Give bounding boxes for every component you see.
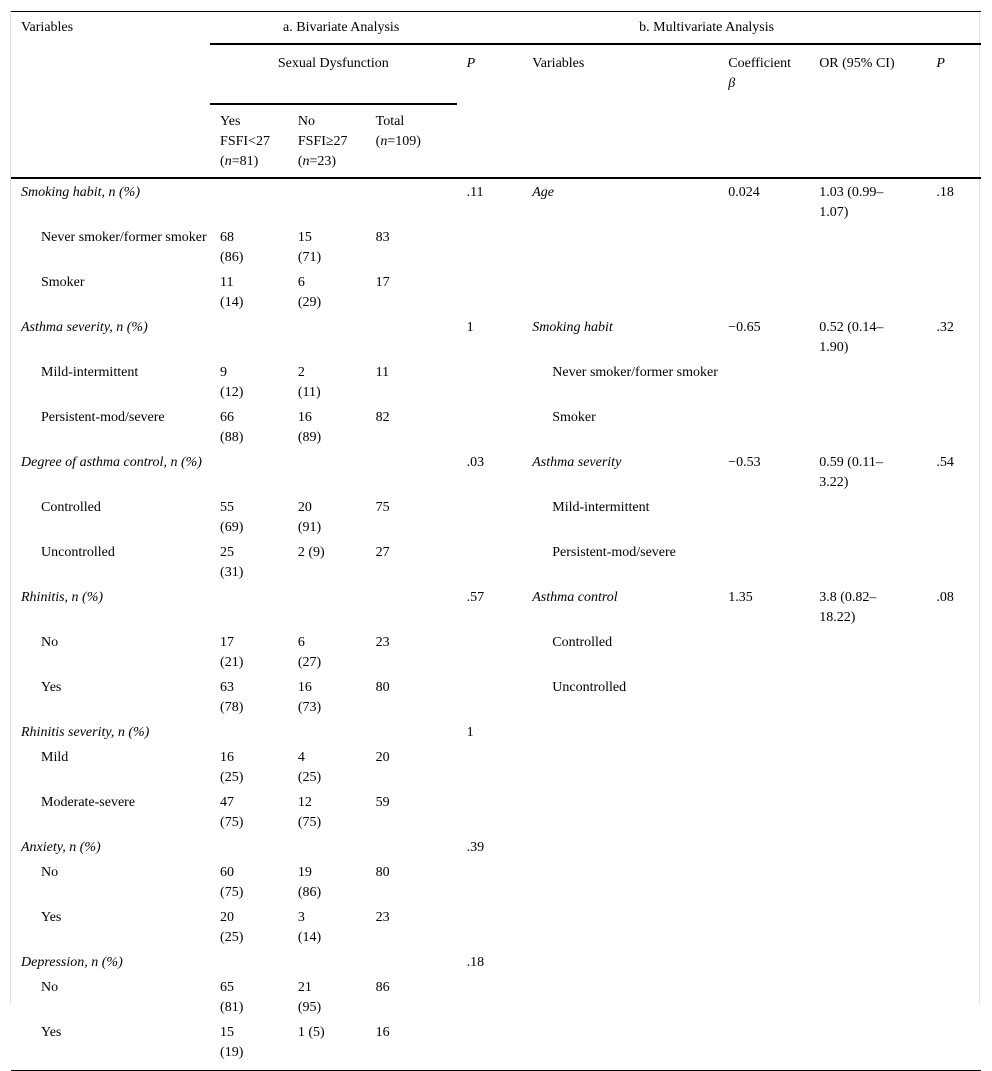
cell-variable: Yes	[41, 1025, 62, 1040]
header-or: OR (95% CI)	[819, 56, 895, 71]
cell-coefficient: −0.53	[728, 455, 761, 470]
cell-yes: 17 (21)	[220, 635, 244, 670]
table-row	[11, 360, 981, 405]
cell-m-p	[926, 405, 981, 450]
cell-yes: 20 (25)	[220, 910, 244, 945]
cell-m-p: .18	[936, 185, 954, 200]
cell-p	[457, 360, 523, 405]
cell-no: 16 (73)	[297, 680, 322, 715]
cell-coefficient	[718, 225, 809, 270]
cell-variable: Smoking habit, n (%)	[21, 185, 140, 200]
cell-variable: Rhinitis, n (%)	[21, 590, 104, 605]
cell-p: .11	[466, 185, 484, 200]
table-row	[11, 1020, 981, 1071]
cell-variable: Moderate-severe	[41, 795, 136, 810]
cell-yes	[210, 315, 288, 360]
cell-variable: Rhinitis severity, n (%)	[21, 725, 150, 740]
cell-or	[809, 405, 926, 450]
cell-total	[366, 950, 457, 975]
table-row	[11, 860, 981, 905]
cell-m-p	[926, 630, 981, 675]
cell-or	[809, 745, 926, 790]
statistics-table	[11, 11, 981, 1071]
cell-coefficient	[718, 405, 809, 450]
cell-no	[288, 315, 366, 360]
header-m-p: P	[936, 56, 945, 71]
cell-m-p	[926, 745, 981, 790]
cell-m-variable: Persistent-mod/severe	[552, 545, 676, 560]
cell-coefficient: 0.024	[728, 185, 760, 200]
cell-p	[457, 405, 523, 450]
cell-variable: Depression, n (%)	[21, 955, 123, 970]
cell-coefficient	[718, 790, 809, 835]
header-no: No FSFI≥27 (n=23)	[297, 114, 348, 169]
cell-yes	[210, 950, 288, 975]
cell-yes: 47 (75)	[220, 795, 244, 830]
cell-total: 80	[375, 865, 390, 880]
cell-p	[457, 905, 523, 950]
cell-variable: Asthma severity, n (%)	[21, 320, 148, 335]
cell-no: 19 (86)	[297, 865, 322, 900]
cell-total	[366, 835, 457, 860]
cell-m-variable	[522, 720, 718, 745]
cell-coefficient	[718, 270, 809, 315]
table-header	[11, 12, 981, 179]
table-row	[11, 405, 981, 450]
cell-or	[809, 540, 926, 585]
cell-variable: Mild-intermittent	[41, 365, 139, 380]
cell-total: 82	[375, 410, 390, 425]
header-p: P	[466, 56, 476, 71]
cell-no: 6 (27)	[297, 635, 322, 670]
table-row	[11, 225, 981, 270]
cell-no: 2 (11)	[297, 365, 321, 400]
cell-m-p	[926, 270, 981, 315]
cell-or	[809, 950, 926, 975]
cell-no	[288, 950, 366, 975]
cell-m-variable: Controlled	[552, 635, 613, 650]
cell-total: 23	[375, 910, 390, 925]
cell-total: 20	[375, 750, 390, 765]
cell-or: 0.59 (0.11– 3.22)	[819, 455, 883, 490]
cell-or	[809, 975, 926, 1020]
cell-coefficient	[718, 905, 809, 950]
cell-p	[457, 745, 523, 790]
cell-coefficient	[718, 495, 809, 540]
table-row	[11, 630, 981, 675]
cell-m-p	[926, 860, 981, 905]
cell-yes: 16 (25)	[220, 750, 244, 785]
cell-no: 21 (95)	[297, 980, 322, 1015]
cell-p	[457, 540, 523, 585]
table-row	[11, 495, 981, 540]
cell-m-variable	[522, 975, 718, 1020]
cell-m-variable: Uncontrolled	[552, 680, 627, 695]
cell-variable: Uncontrolled	[41, 545, 115, 560]
cell-p	[457, 495, 523, 540]
table-row	[11, 675, 981, 720]
cell-m-variable: Mild-intermittent	[552, 500, 650, 515]
cell-variable: No	[41, 635, 59, 650]
cell-m-variable: Age	[532, 185, 555, 200]
table-row	[11, 790, 981, 835]
cell-m-p: .54	[936, 455, 954, 470]
table-row	[11, 975, 981, 1020]
cell-p: 1	[466, 320, 474, 335]
cell-or: 0.52 (0.14– 1.90)	[819, 320, 884, 355]
cell-total	[366, 585, 457, 630]
cell-m-variable	[522, 225, 718, 270]
cell-m-variable	[522, 835, 718, 860]
cell-p	[457, 225, 523, 270]
cell-total	[366, 315, 457, 360]
header-variables: Variables	[21, 20, 74, 35]
cell-p: .57	[466, 590, 485, 605]
cell-yes	[210, 720, 288, 745]
cell-yes	[210, 450, 288, 495]
table-row	[11, 178, 981, 225]
cell-p: 1	[466, 725, 474, 740]
cell-total: 80	[375, 680, 390, 695]
cell-m-variable	[522, 270, 718, 315]
cell-m-p	[926, 950, 981, 975]
cell-variable: Controlled	[41, 500, 101, 515]
cell-or	[809, 720, 926, 745]
table-row	[11, 835, 981, 860]
cell-no: 6 (29)	[297, 275, 322, 310]
cell-yes: 63 (78)	[220, 680, 244, 715]
cell-m-p	[926, 675, 981, 720]
cell-yes	[210, 835, 288, 860]
cell-variable: Never smoker/former smoker	[41, 230, 207, 245]
cell-or	[809, 790, 926, 835]
cell-or	[809, 495, 926, 540]
cell-total: 75	[375, 500, 390, 515]
cell-p	[457, 975, 523, 1020]
cell-m-p	[926, 835, 981, 860]
cell-m-variable: Asthma control	[532, 590, 618, 605]
table-row	[11, 905, 981, 950]
cell-m-p	[926, 495, 981, 540]
cell-coefficient: −0.65	[728, 320, 761, 335]
cell-p: .39	[466, 840, 485, 855]
cell-total	[366, 178, 457, 225]
cell-coefficient	[718, 675, 809, 720]
cell-no	[288, 450, 366, 495]
cell-total: 27	[375, 545, 390, 560]
header-yes: Yes FSFI<27 (n=81)	[220, 114, 270, 169]
cell-m-variable	[522, 790, 718, 835]
cell-yes: 11 (14)	[220, 275, 244, 310]
table-row	[11, 585, 981, 630]
cell-or	[809, 630, 926, 675]
cell-no: 15 (71)	[297, 230, 322, 265]
cell-coefficient	[718, 975, 809, 1020]
cell-total: 16	[375, 1025, 390, 1040]
cell-no: 2 (9)	[297, 545, 325, 560]
cell-variable: Yes	[41, 910, 62, 925]
cell-no	[288, 835, 366, 860]
cell-coefficient	[718, 745, 809, 790]
table-row	[11, 745, 981, 790]
table-body	[11, 178, 981, 1071]
cell-coefficient: 1.35	[728, 590, 753, 605]
cell-no	[288, 178, 366, 225]
cell-variable: No	[41, 980, 59, 995]
cell-coefficient	[718, 860, 809, 905]
cell-or	[809, 675, 926, 720]
cell-or	[809, 360, 926, 405]
cell-variable: Anxiety, n (%)	[21, 840, 101, 855]
cell-total: 83	[375, 230, 390, 245]
cell-p	[457, 270, 523, 315]
cell-variable: Degree of asthma control, n (%)	[21, 455, 202, 470]
header-total: Total (n=109)	[375, 114, 421, 149]
header-sexual-dysfunction: Sexual Dysfunction	[210, 44, 457, 104]
table-row	[11, 720, 981, 745]
cell-m-p	[926, 790, 981, 835]
cell-m-p: .08	[936, 590, 954, 605]
cell-m-variable: Asthma severity	[532, 455, 622, 470]
cell-coefficient	[718, 540, 809, 585]
cell-or	[809, 860, 926, 905]
cell-or: 1.03 (0.99– 1.07)	[819, 185, 884, 220]
cell-yes: 15 (19)	[220, 1025, 244, 1060]
cell-m-variable	[522, 905, 718, 950]
cell-coefficient	[718, 1020, 809, 1071]
header-multivariate: b. Multivariate Analysis	[522, 12, 981, 45]
cell-total: 17	[375, 275, 390, 290]
table-row	[11, 450, 981, 495]
cell-coefficient	[718, 630, 809, 675]
cell-m-variable	[522, 745, 718, 790]
cell-or	[809, 835, 926, 860]
cell-m-p	[926, 720, 981, 745]
cell-yes	[210, 178, 288, 225]
table-row	[11, 270, 981, 315]
cell-m-p	[926, 975, 981, 1020]
cell-p	[457, 790, 523, 835]
cell-p	[457, 1020, 523, 1071]
cell-m-variable	[522, 860, 718, 905]
cell-total	[366, 720, 457, 745]
cell-yes: 25 (31)	[220, 545, 244, 580]
cell-m-variable: Smoking habit	[532, 320, 613, 335]
cell-no: 12 (75)	[297, 795, 322, 830]
cell-no: 1 (5)	[297, 1025, 325, 1040]
cell-coefficient	[718, 360, 809, 405]
cell-m-variable	[522, 950, 718, 975]
header-bivariate: a. Bivariate Analysis	[210, 12, 522, 45]
cell-total: 86	[375, 980, 390, 995]
cell-total: 11	[375, 365, 390, 380]
cell-no	[288, 720, 366, 745]
cell-no: 16 (89)	[297, 410, 322, 445]
cell-variable: Persistent-mod/severe	[41, 410, 165, 425]
cell-no: 20 (91)	[297, 500, 322, 535]
cell-or	[809, 270, 926, 315]
cell-m-p	[926, 360, 981, 405]
cell-or	[809, 1020, 926, 1071]
table-row	[11, 540, 981, 585]
cell-p: .03	[466, 455, 485, 470]
cell-or	[809, 905, 926, 950]
cell-p: .18	[466, 955, 485, 970]
header-m-variables: Variables	[532, 56, 585, 71]
cell-m-variable: Smoker	[552, 410, 596, 425]
table-row	[11, 315, 981, 360]
cell-or	[809, 225, 926, 270]
cell-coefficient	[718, 950, 809, 975]
cell-variable: Yes	[41, 680, 62, 695]
cell-p	[457, 630, 523, 675]
cell-yes: 66 (88)	[220, 410, 244, 445]
header-coefficient: Coefficient β	[728, 56, 791, 91]
cell-variable: No	[41, 865, 59, 880]
cell-m-p: .32	[936, 320, 954, 335]
cell-total: 59	[375, 795, 390, 810]
cell-m-p	[926, 225, 981, 270]
cell-total: 23	[375, 635, 390, 650]
cell-m-p	[926, 1020, 981, 1071]
cell-total	[366, 450, 457, 495]
cell-p	[457, 675, 523, 720]
cell-m-variable: Never smoker/former smoker	[552, 365, 718, 380]
cell-yes: 9 (12)	[220, 365, 244, 400]
cell-no: 4 (25)	[297, 750, 322, 785]
cell-m-p	[926, 905, 981, 950]
cell-yes: 65 (81)	[220, 980, 244, 1015]
cell-variable: Mild	[41, 750, 69, 765]
cell-m-variable	[522, 1020, 718, 1071]
cell-yes: 60 (75)	[220, 865, 244, 900]
table-row	[11, 950, 981, 975]
cell-no: 3 (14)	[297, 910, 322, 945]
cell-coefficient	[718, 720, 809, 745]
cell-yes: 55 (69)	[220, 500, 244, 535]
cell-m-p	[926, 540, 981, 585]
cell-variable: Smoker	[41, 275, 85, 290]
cell-p	[457, 860, 523, 905]
cell-or: 3.8 (0.82– 18.22)	[819, 590, 877, 625]
cell-yes	[210, 585, 288, 630]
cell-no	[288, 585, 366, 630]
cell-coefficient	[718, 835, 809, 860]
cell-yes: 68 (86)	[220, 230, 244, 265]
